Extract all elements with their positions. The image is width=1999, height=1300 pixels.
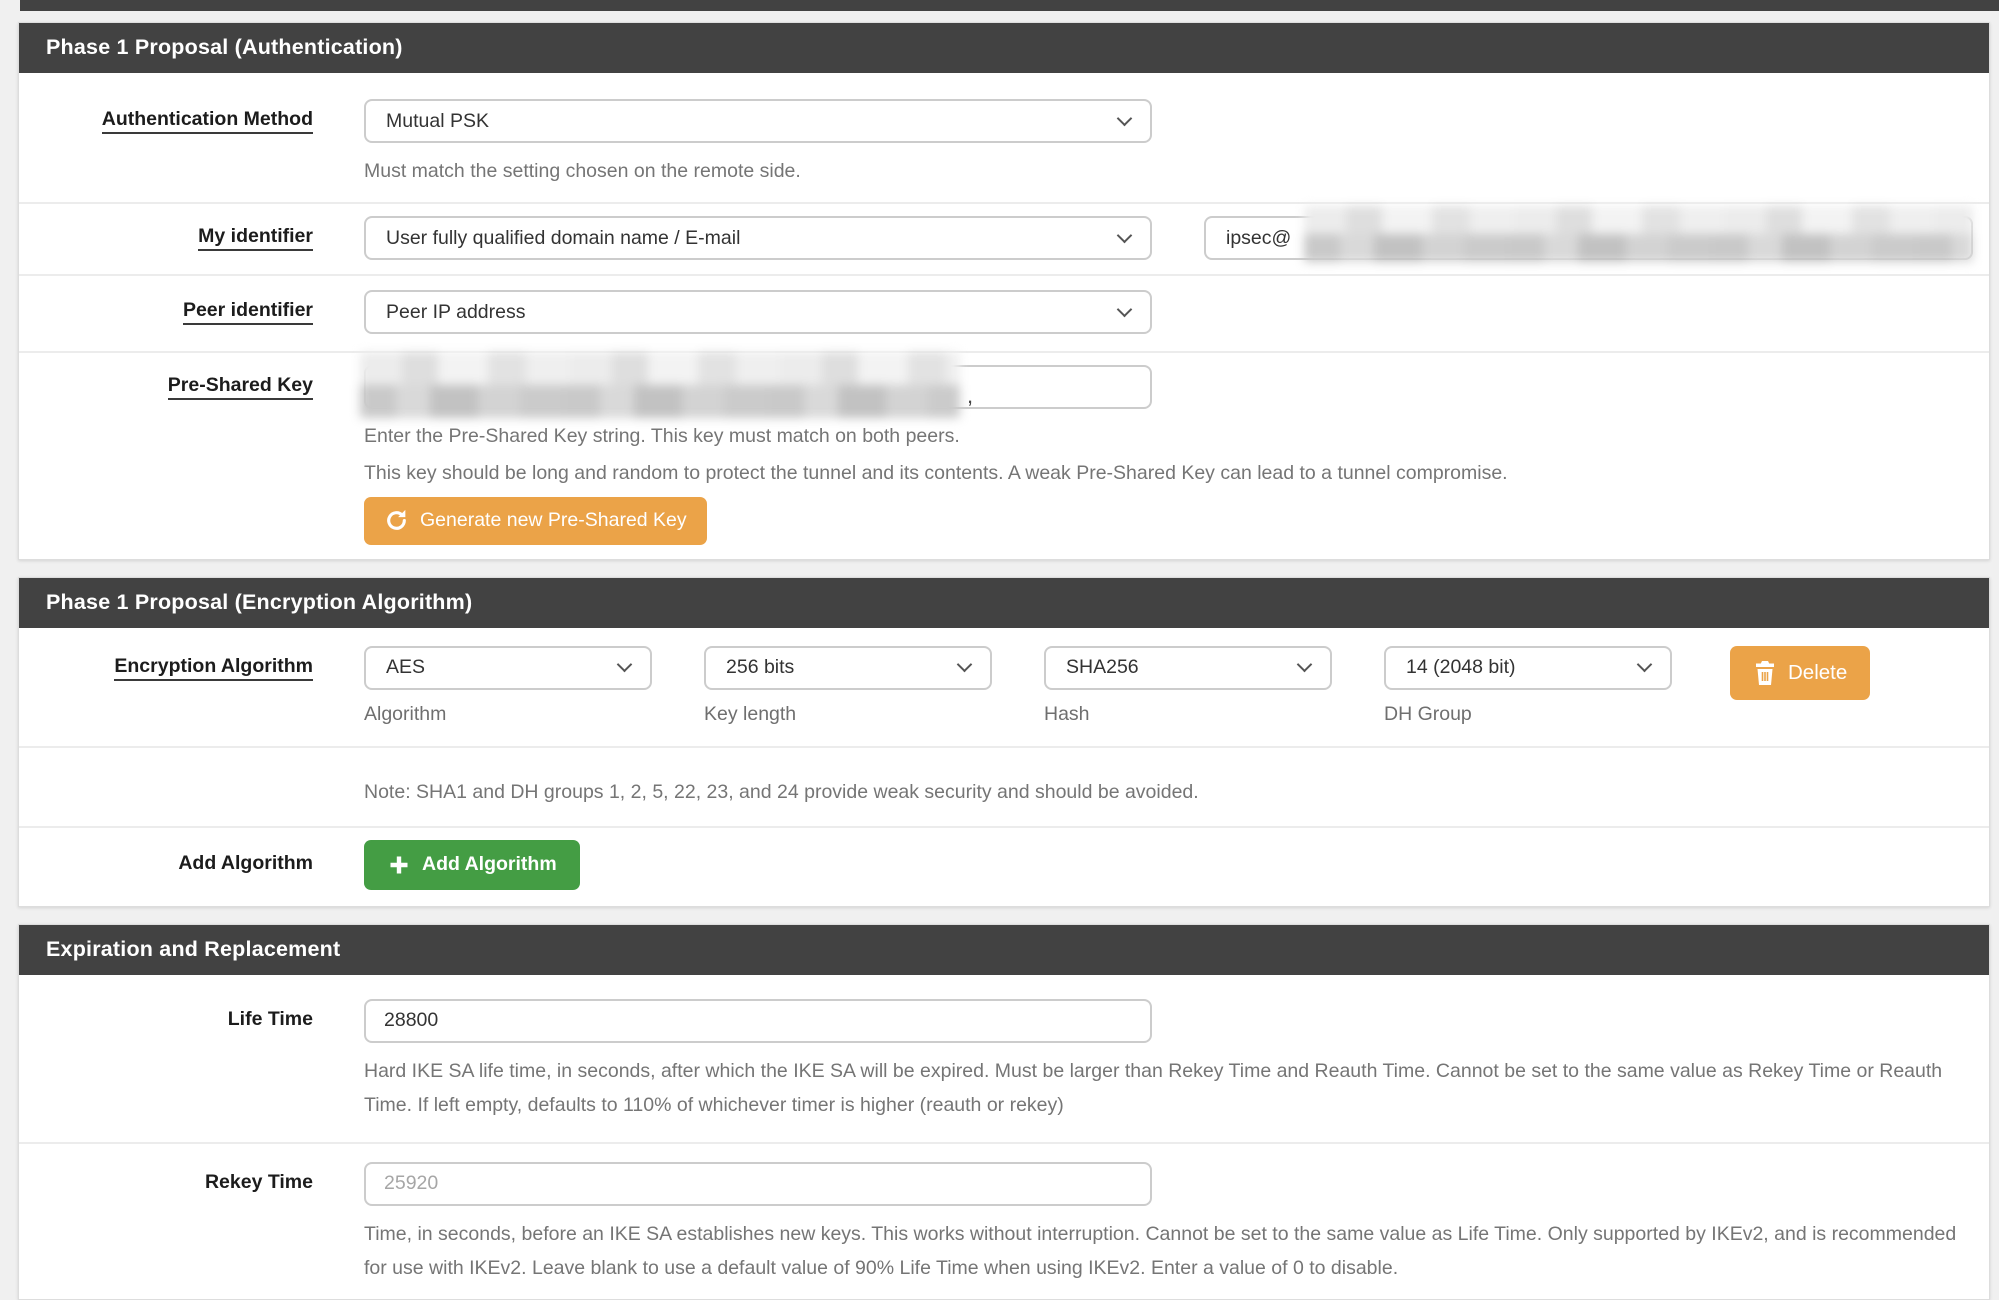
- row-rekey-time: [19, 1142, 1989, 1299]
- panel-expiration-replacement: [18, 924, 1990, 1300]
- chevron-down-icon: [1637, 657, 1653, 673]
- my-identifier-label: My identifier: [19, 216, 313, 260]
- algorithm-sublabel: Algorithm: [364, 702, 447, 725]
- chevron-down-icon: [1117, 301, 1133, 317]
- panel-title-encryption: Phase 1 Proposal (Encryption Algorithm): [19, 578, 1989, 628]
- row-add-algorithm: [19, 826, 1989, 906]
- life-time-help: Hard IKE SA life time, in seconds, after which the IKE SA will be expired. Must be larger than Rekey Time and Reauth Time. Cannot be set to the same value as Rekey Time or Reauth Time. If left empty, defaults to 110% of whichever timer is higher (reauth or rekey): [364, 1059, 1943, 1116]
- weak-security-note: Note: SHA1 and DH groups 1, 2, 5, 22, 23, and 24 provide weak security and should be avoided.: [364, 780, 1199, 803]
- panel-title-expiration: Expiration and Replacement: [19, 925, 1989, 975]
- plus-icon: [387, 853, 411, 877]
- row-pre-shared-key: [19, 351, 1989, 559]
- my-identifier-type-select[interactable]: [364, 216, 1152, 260]
- rekey-time-label: Rekey Time: [204, 1170, 313, 1193]
- redacted-key-trailing-char: ,: [967, 383, 974, 409]
- chevron-down-icon: [1117, 110, 1133, 126]
- hash-sublabel: Hash: [1044, 702, 1090, 725]
- chevron-down-icon: [1117, 227, 1133, 243]
- life-time-label: Life Time: [227, 1007, 313, 1030]
- previous-panel-bottom-edge: [20, 0, 1999, 11]
- add-algorithm-button[interactable]: Add Algorithm: [364, 840, 580, 890]
- redacted-pre-shared-key: [360, 352, 960, 418]
- authentication-method-select[interactable]: [364, 99, 1152, 143]
- panel-phase1-authentication: [18, 22, 1990, 560]
- rekey-time-help: Time, in seconds, before an IKE SA establishes new keys. This works without interruption. Cannot be set to the same value as Life Time. Only supported by IKEv2, and is recommended for use with IKEv2. Leave blank to use a default value of 90% Life Time when using IKEv2. Enter a value of 0 to disable.: [364, 1222, 1957, 1280]
- ipsec-phase1-settings-page: [18, 22, 1990, 1300]
- key-length-sublabel: Key length: [704, 702, 797, 725]
- authentication-method-label: Authentication Method: [19, 99, 313, 188]
- row-encryption-note: [19, 746, 1989, 826]
- key-length-select[interactable]: 256 bits: [704, 646, 992, 690]
- trash-icon: [1753, 660, 1777, 686]
- peer-identifier-label: Peer identifier: [19, 290, 313, 334]
- psk-help-line1: Enter the Pre-Shared Key string. This key must match on both peers.: [364, 425, 960, 448]
- chevron-down-icon: [617, 657, 633, 673]
- row-peer-identifier: [19, 274, 1989, 351]
- encryption-algorithm-label: Encryption Algorithm: [19, 646, 313, 726]
- hash-select[interactable]: SHA256: [1044, 646, 1332, 690]
- generate-psk-button[interactable]: Generate new Pre-Shared Key: [364, 497, 707, 545]
- panel-title-authentication: Phase 1 Proposal (Authentication): [19, 23, 1989, 73]
- delete-algorithm-button[interactable]: Delete: [1730, 646, 1870, 700]
- life-time-input[interactable]: [364, 999, 1152, 1043]
- chevron-down-icon: [1297, 657, 1313, 673]
- pre-shared-key-input[interactable]: [364, 365, 1152, 409]
- peer-identifier-type-select[interactable]: [364, 290, 1152, 334]
- dh-group-sublabel: DH Group: [1384, 702, 1472, 725]
- authentication-method-help: Must match the setting chosen on the remote side.: [364, 160, 801, 182]
- row-authentication-method: [19, 73, 1989, 202]
- refresh-icon: [384, 508, 409, 533]
- add-algorithm-label: Add Algorithm: [178, 851, 313, 874]
- panel-phase1-encryption: [18, 577, 1990, 907]
- row-encryption-algorithm: [19, 628, 1989, 746]
- peer-identifier-type-value: Peer IP address: [386, 300, 526, 323]
- authentication-method-value: Mutual PSK: [386, 109, 489, 132]
- redacted-identifier-value: [1304, 206, 1973, 262]
- pre-shared-key-label: Pre-Shared Key: [19, 365, 313, 545]
- rekey-time-input[interactable]: [364, 1162, 1152, 1206]
- dh-group-select[interactable]: 14 (2048 bit): [1384, 646, 1672, 690]
- row-my-identifier: [19, 202, 1989, 274]
- chevron-down-icon: [957, 657, 973, 673]
- psk-help-line2: This key should be long and random to protect the tunnel and its contents. A weak Pre-Shared Key can lead to a tunnel compromise.: [364, 462, 1508, 485]
- my-identifier-value-prefix: ipsec@: [1226, 226, 1292, 249]
- my-identifier-type-value: User fully qualified domain name / E-mail: [386, 226, 741, 249]
- row-life-time: [19, 975, 1989, 1142]
- encryption-algorithm-select[interactable]: AES: [364, 646, 652, 690]
